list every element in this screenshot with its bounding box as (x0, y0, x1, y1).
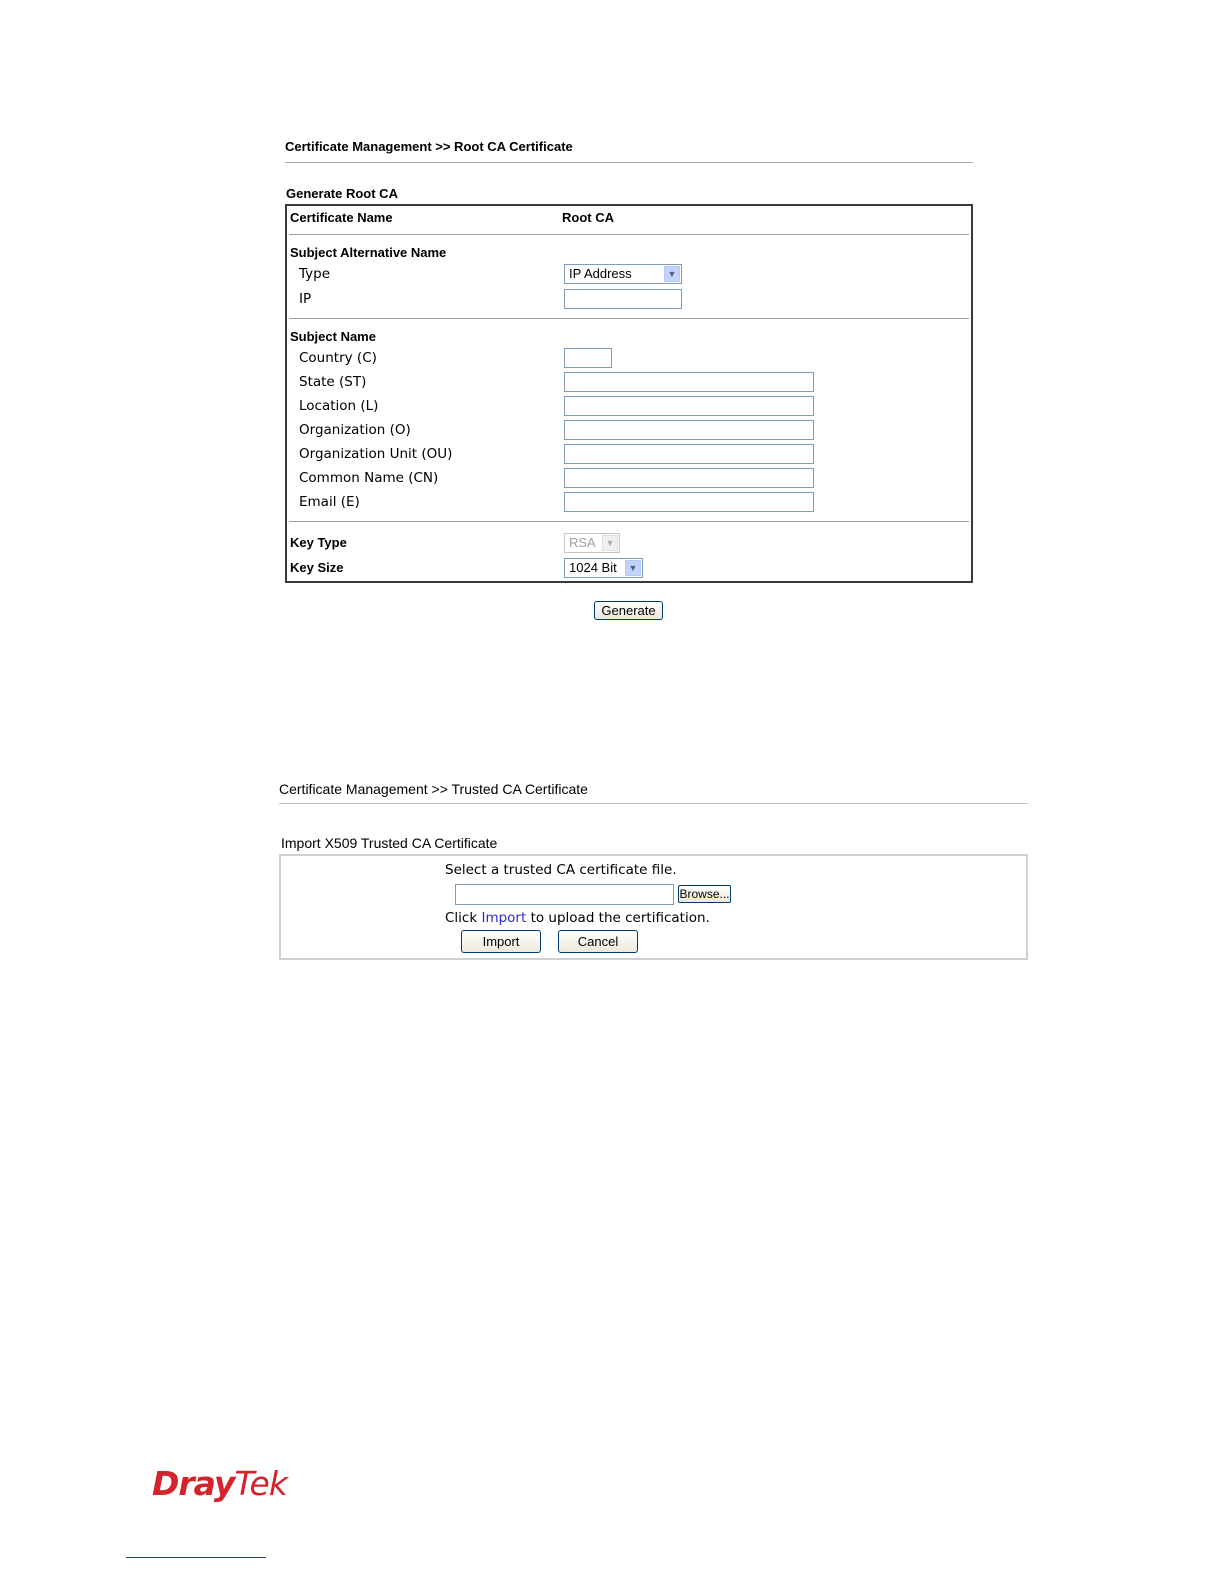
key-size-select[interactable] (564, 558, 643, 578)
chevron-down-icon: ▼ (664, 266, 680, 282)
certificate-name-value: Root CA (562, 210, 614, 225)
root-ca-breadcrumb: Certificate Management >> Root CA Certificate (285, 139, 573, 154)
certificate-name-label: Certificate Name (290, 210, 393, 225)
san-heading: Subject Alternative Name (290, 245, 447, 260)
file-path-input[interactable] (455, 884, 674, 905)
country-label: Country (C) (299, 350, 377, 366)
organization-unit-label: Organization Unit (OU) (299, 446, 453, 462)
generate-button[interactable]: Generate (594, 601, 663, 620)
root-ca-panel (285, 204, 973, 583)
key-type-value: RSA (569, 535, 596, 550)
divider (289, 318, 969, 319)
upload-hint (445, 910, 710, 926)
location-input[interactable] (564, 396, 814, 416)
subject-name-heading: Subject Name (290, 329, 376, 344)
email-input[interactable] (564, 492, 814, 512)
country-input[interactable] (564, 348, 612, 368)
common-name-label: Common Name (CN) (299, 470, 439, 486)
key-type-select (564, 533, 620, 553)
browse-button[interactable]: Browse... (679, 887, 730, 901)
type-label: Type (299, 266, 331, 282)
upload-hint-prefix: Click (445, 910, 482, 926)
logo-text-dray: Dray (152, 1464, 235, 1503)
import-link[interactable]: Import (481, 910, 527, 926)
cancel-button[interactable]: Cancel (558, 930, 638, 953)
san-type-value: IP Address (569, 266, 632, 281)
state-label: State (ST) (299, 374, 367, 390)
location-label: Location (L) (299, 398, 379, 414)
state-input[interactable] (564, 372, 814, 392)
upload-hint-suffix: to upload the certification. (526, 910, 710, 926)
email-label: Email (E) (299, 494, 360, 510)
organization-input[interactable] (564, 420, 814, 440)
organization-label: Organization (O) (299, 422, 411, 438)
divider (289, 521, 969, 522)
organization-unit-input[interactable] (564, 444, 814, 464)
common-name-input[interactable] (564, 468, 814, 488)
import-button[interactable]: Import (461, 930, 541, 953)
breadcrumb-divider (285, 162, 973, 163)
chevron-down-icon: ▼ (625, 560, 641, 576)
key-size-value: 1024 Bit (569, 560, 617, 575)
ip-input[interactable] (564, 289, 682, 309)
ip-label: IP (299, 291, 312, 307)
key-size-label: Key Size (290, 560, 344, 575)
divider (289, 234, 969, 235)
breadcrumb-divider (279, 803, 1028, 804)
chevron-down-icon: ▼ (602, 535, 618, 551)
draytek-logo (152, 1464, 287, 1503)
import-trusted-ca-title: Import X509 Trusted CA Certificate (281, 835, 498, 851)
footer-rule (126, 1557, 266, 1558)
generate-root-ca-title: Generate Root CA (286, 186, 398, 201)
trusted-ca-breadcrumb: Certificate Management >> Trusted CA Certificate (279, 781, 588, 797)
san-type-select[interactable] (564, 264, 682, 284)
logo-text-tek: Tek (234, 1464, 287, 1503)
key-type-label: Key Type (290, 535, 347, 550)
instruction-text: Select a trusted CA certificate file. (445, 862, 677, 878)
trusted-ca-panel (279, 854, 1028, 960)
